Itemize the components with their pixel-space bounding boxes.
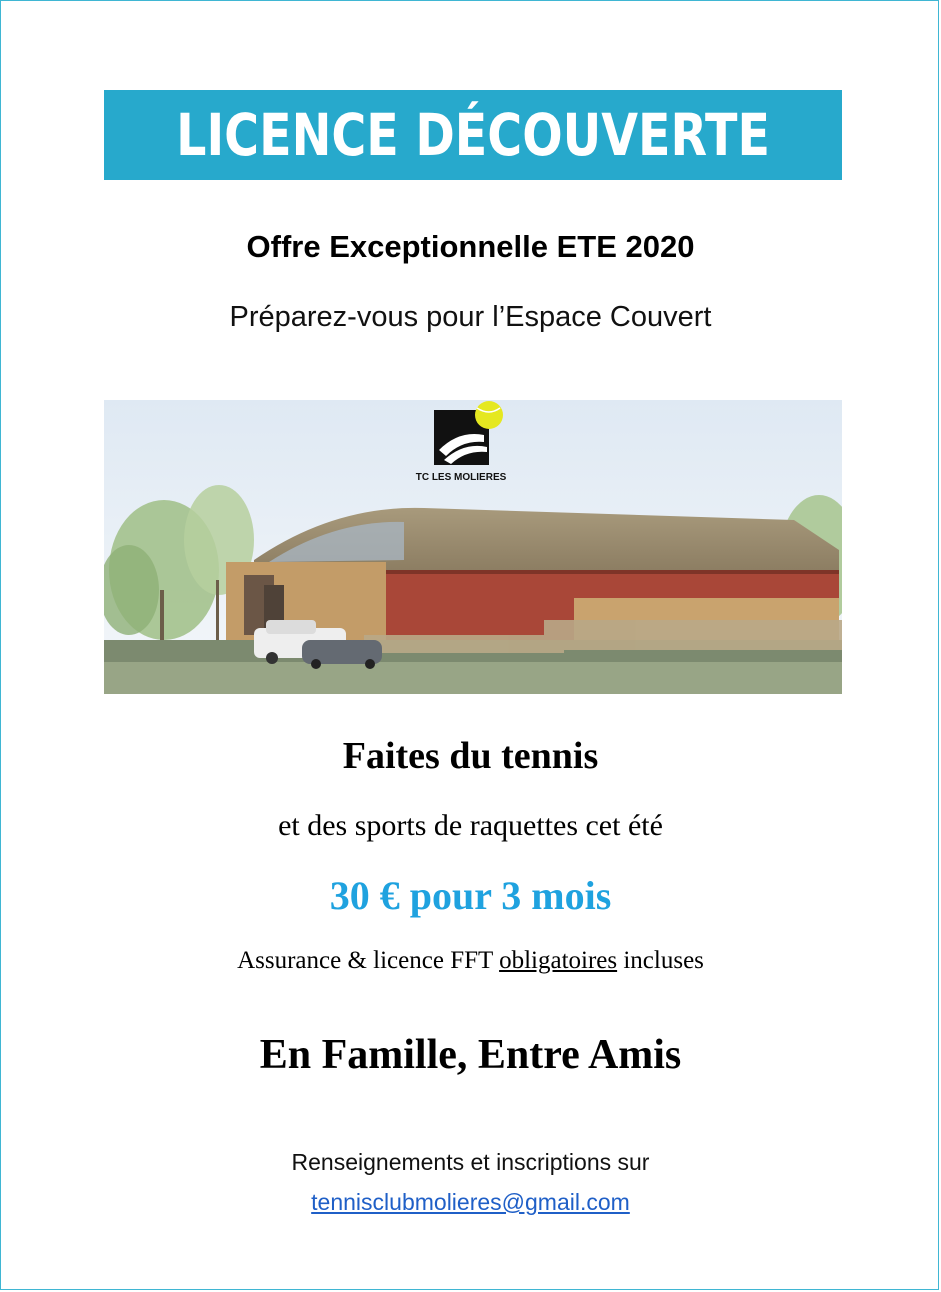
tennis-ball-icon [475, 401, 503, 429]
offer-subtitle: Offre Exceptionnelle ETE 2020 [246, 229, 695, 264]
insurance-after: incluses [617, 947, 704, 974]
insurance-underlined: obligatoires [499, 947, 618, 974]
promo-headline: Faites du tennis [342, 735, 599, 777]
banner-title: LICENCE DÉCOUVERTE [176, 101, 770, 169]
building-rendering [104, 400, 842, 694]
insurance-before: Assurance & licence FFT [237, 947, 500, 974]
title-banner [104, 90, 842, 180]
promo-subline: et des sports de raquettes cet été [278, 809, 663, 842]
offer-tagline: Préparez-vous pour l’Espace Couvert [229, 301, 712, 333]
email-link[interactable]: tennisclubmolieres@gmail.com [311, 1189, 630, 1215]
promo-price: 30 € pour 3 mois [329, 873, 612, 918]
insurance-note [1, 947, 940, 975]
family-tagline: En Famille, Entre Amis [259, 1032, 682, 1078]
contact-email [1, 1189, 940, 1216]
logo-text: TC LES MOLIERES [415, 472, 507, 483]
contact-info: Renseignements et inscriptions sur [291, 1149, 650, 1175]
